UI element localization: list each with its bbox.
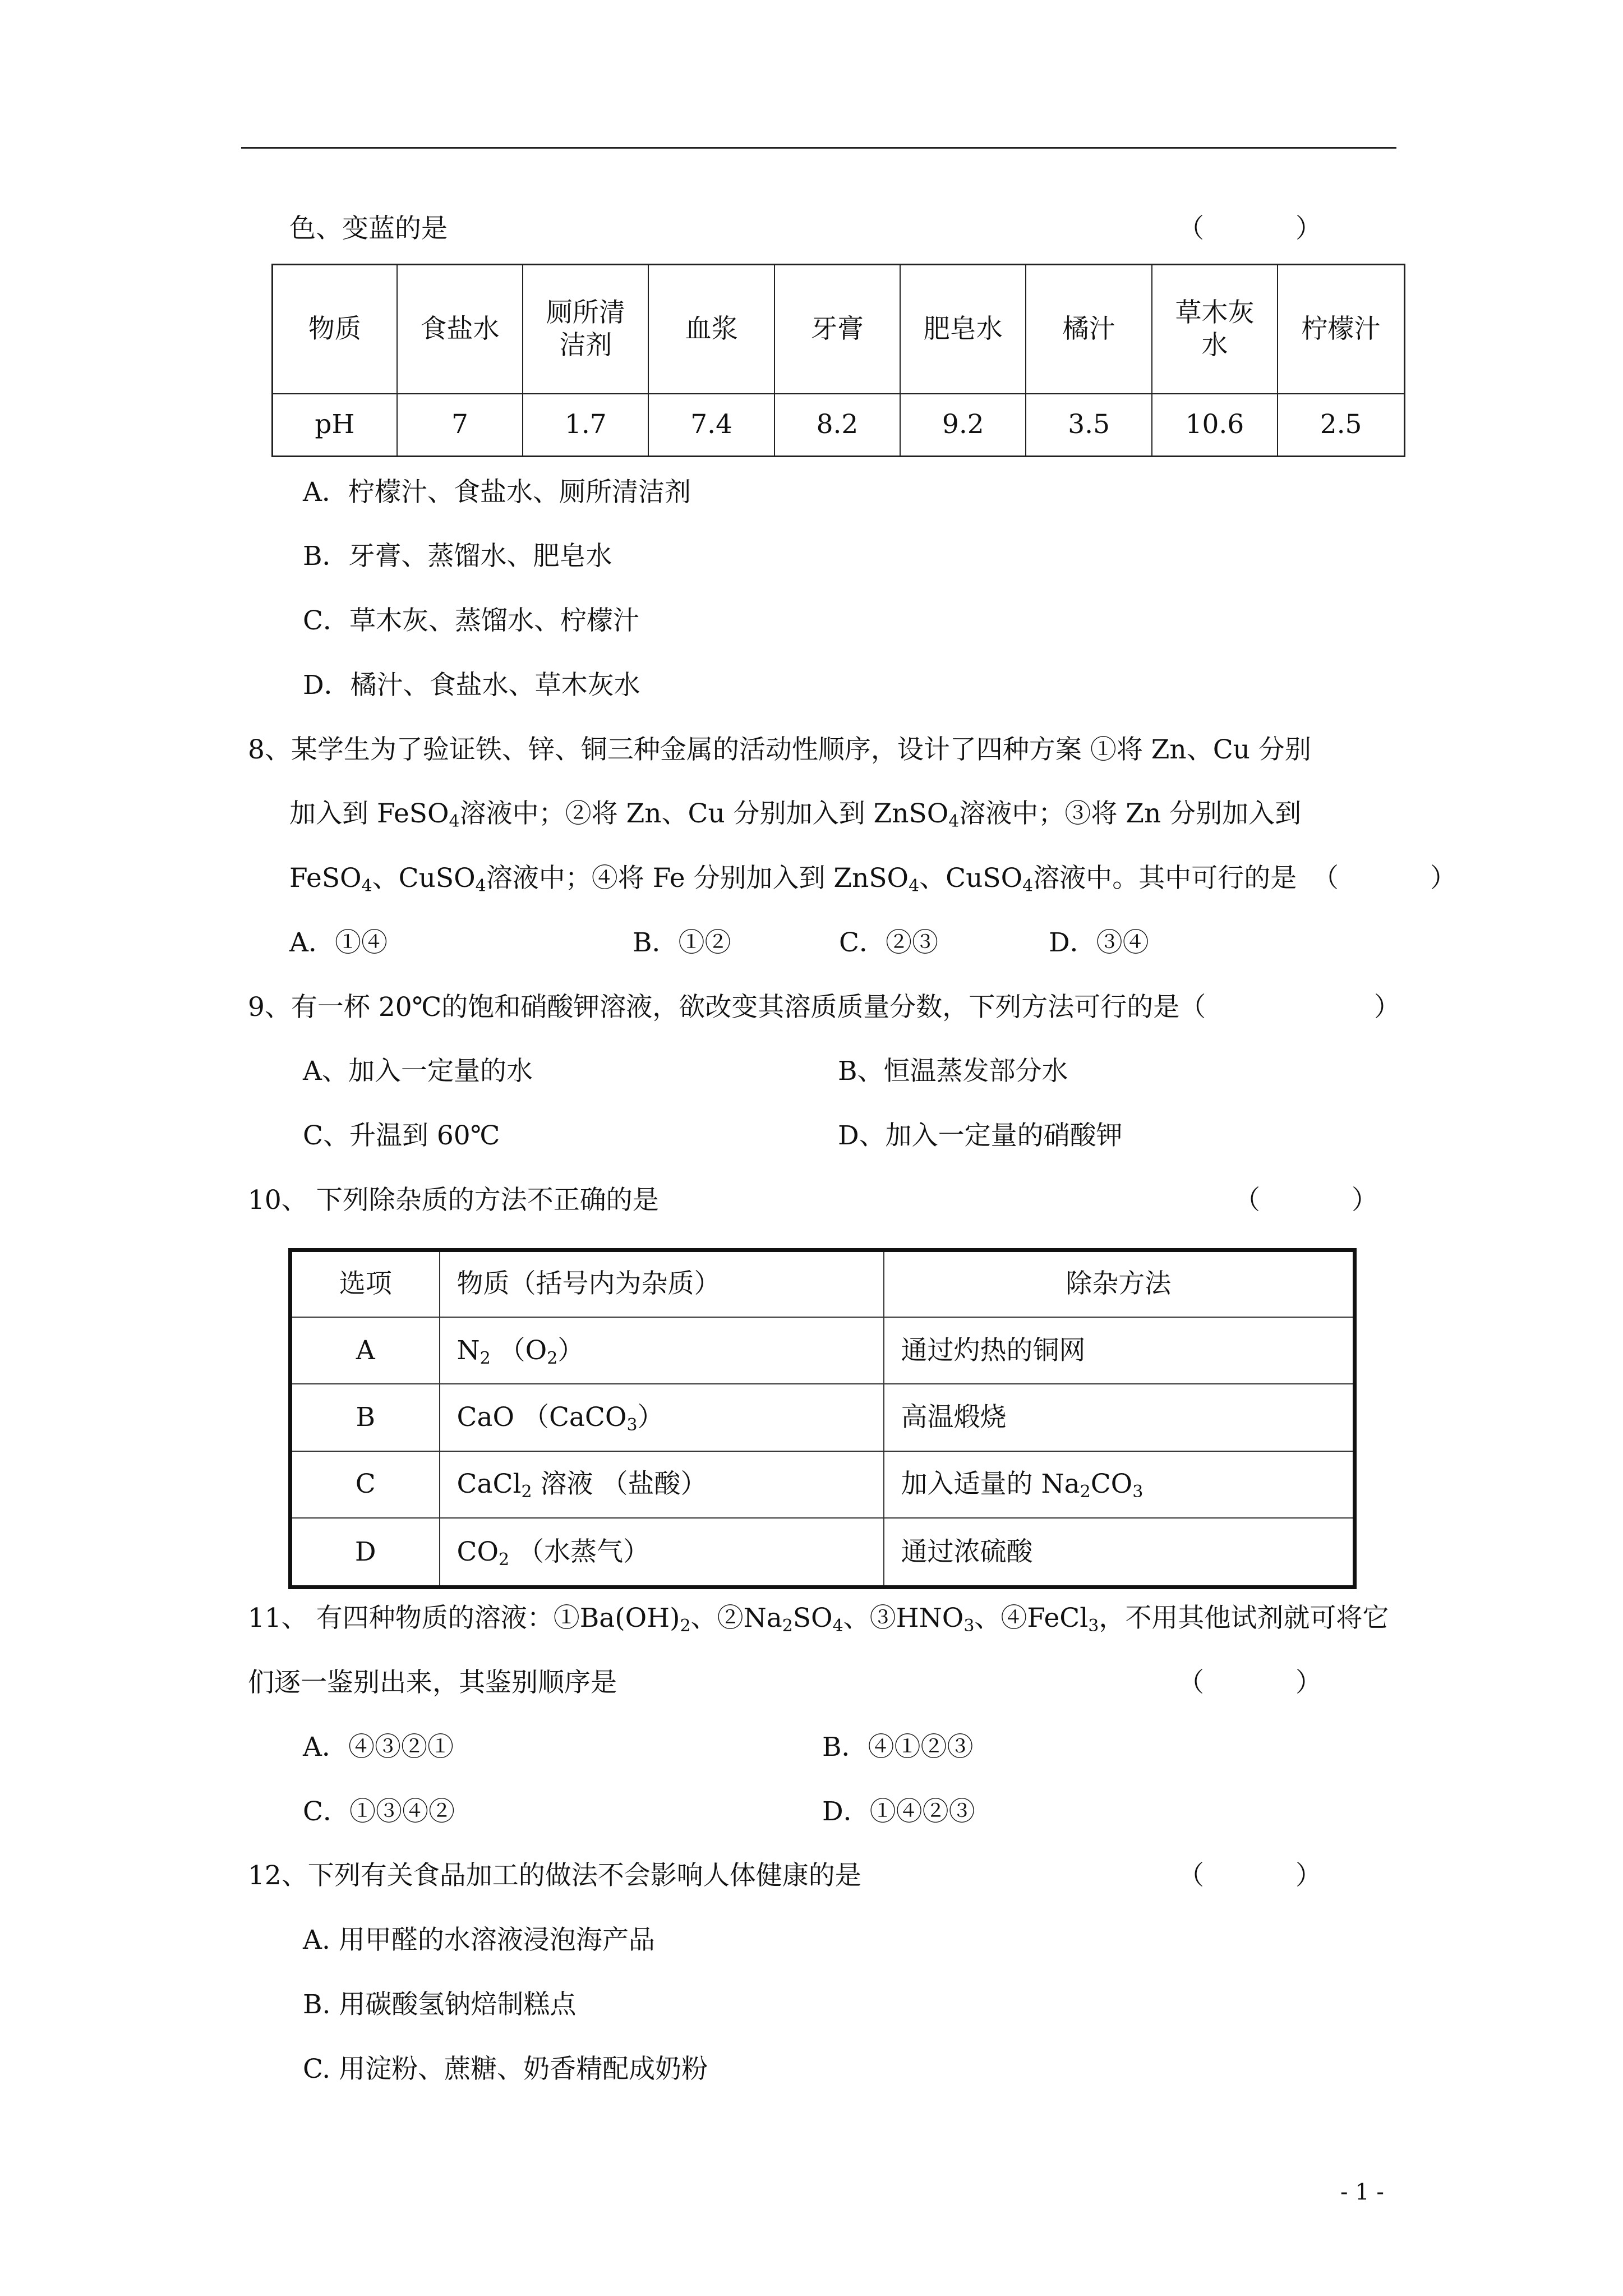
- option-cell: B: [291, 1384, 440, 1451]
- impurity-table-header-row: [291, 1250, 1355, 1317]
- q7-option-d: D．橘汁、食盐水、草木灰水: [303, 670, 640, 701]
- q7-option-a: A．柠檬汁、食盐水、厕所清洁剂: [303, 477, 691, 508]
- q8-option-a: A．①④: [289, 927, 388, 958]
- impurity-table: [288, 1248, 1357, 1589]
- page-number: - 1 -: [1340, 2179, 1384, 2205]
- ph-table-cell: 7: [397, 394, 523, 457]
- ph-table-cell: 橘汁: [1026, 265, 1151, 394]
- q12-option-b: B. 用碳酸氢钠焙制糕点: [303, 1989, 577, 2020]
- q8-option-b: B．①②: [633, 927, 731, 958]
- q12-stem: 12、下列有关食品加工的做法不会影响人体健康的是: [248, 1860, 861, 1891]
- option-cell: D: [291, 1518, 440, 1588]
- q7-stem: 色、变蓝的是: [289, 213, 448, 244]
- q12-option-a: A. 用甲醛的水溶液浸泡海产品: [303, 1925, 655, 1955]
- header-cell-option: 选项: [291, 1250, 440, 1317]
- q9-stem: 9、有一杯 20℃的饱和硝酸钾溶液，欲改变其溶质质量分数，下列方法可行的是（: [248, 992, 1206, 1023]
- q7-answer-close: ）: [1295, 213, 1322, 244]
- method-cell: 加入适量的 $Na_2CO_3$: [884, 1451, 1355, 1518]
- ph-table-row-label: 物质: [273, 265, 397, 394]
- q10-answer-open: （: [1234, 1185, 1260, 1216]
- ph-table-cell: 10.6: [1152, 394, 1278, 457]
- header-cell-substance: 物质（括号内为杂质）: [440, 1250, 884, 1317]
- q8-option-c: C．②③: [839, 927, 938, 958]
- q10-stem: 10、 下列除杂质的方法不正确的是: [248, 1185, 659, 1216]
- q12-option-c: C. 用淀粉、蔗糖、奶香精配成奶粉: [303, 2054, 708, 2085]
- q8-stem-line3: FeSO$_4$、CuSO$_4$溶液中；④将 Fe 分别加入到 ZnSO$_4$、CuSO$_4$溶液中。其中可行的是: [289, 863, 1297, 896]
- q11-stem-line1: 11、 有四种物质的溶液：$①Ba(OH)_2$、$②Na_2SO_4$、$③HNO_3$、④FeCl$_3$，不用其他试剂就可将它: [248, 1603, 1389, 1636]
- q9-option-d: D、加入一定量的硝酸钾: [838, 1120, 1123, 1151]
- q12-answer-open: （: [1178, 1860, 1204, 1891]
- q8-stem-line2: 加入到 FeSO$_4$溶液中；②将 Zn、Cu 分别加入到 ZnSO$_4$溶液中；③将 Zn 分别加入到: [289, 798, 1302, 831]
- q7-answer-open: （: [1178, 213, 1204, 244]
- ph-table-cell: 肥皂水: [900, 265, 1026, 394]
- ph-table-cell: 食盐水: [397, 265, 523, 394]
- ph-table-cell: 血浆: [648, 265, 774, 394]
- ph-table-name-row: [273, 265, 1405, 394]
- ph-table-cell: 牙膏: [774, 265, 900, 394]
- option-cell: C: [291, 1451, 440, 1518]
- q8-answer-open: （: [1312, 863, 1339, 894]
- ph-table-cell: 2.5: [1278, 394, 1404, 457]
- ph-table-cell: 8.2: [774, 394, 900, 457]
- ph-table-cell: 草木灰 水: [1152, 265, 1278, 394]
- method-cell: 通过灼热的铜网: [884, 1317, 1355, 1384]
- q9-option-a: A、加入一定量的水: [303, 1056, 533, 1087]
- q11-option-d: D．①④②③: [822, 1796, 975, 1827]
- ph-table-cell: 柠檬汁: [1278, 265, 1404, 394]
- q10-answer-close: ）: [1352, 1185, 1378, 1216]
- header-rule: [241, 147, 1396, 149]
- ph-table-cell: 厕所清 洁剂: [523, 265, 648, 394]
- ph-table-cell: 7.4: [648, 394, 774, 457]
- method-cell: 通过浓硫酸: [884, 1518, 1355, 1588]
- q8-stem-line1: 8、某学生为了验证铁、锌、铜三种金属的活动性顺序，设计了四种方案 ①将 Zn、Cu 分别: [248, 734, 1311, 765]
- ph-table-value-row: [273, 394, 1405, 457]
- q11-option-c: C．①③④②: [303, 1796, 455, 1827]
- impurity-table-row: [291, 1451, 1355, 1518]
- q7-option-c: C．草木灰、蒸馏水、柠檬汁: [303, 605, 639, 636]
- impurity-table-row: [291, 1317, 1355, 1384]
- substance-cell: CaCl$_2$ 溶液 （盐酸）: [440, 1451, 884, 1518]
- header-cell-method: 除杂方法: [884, 1250, 1355, 1317]
- q12-answer-close: ）: [1295, 1860, 1322, 1891]
- substance-cell: CaO （CaCO$_3$）: [440, 1384, 884, 1451]
- ph-table-cell: 1.7: [523, 394, 648, 457]
- q11-stem-line2: 们逐一鉴别出来，其鉴别顺序是: [248, 1667, 617, 1698]
- method-cell: 高温煅烧: [884, 1384, 1355, 1451]
- q9-option-c: C、升温到 60℃: [303, 1120, 500, 1151]
- q8-answer-close: ）: [1430, 863, 1456, 894]
- ph-table-row-label: pH: [273, 394, 397, 457]
- ph-table-cell: 3.5: [1026, 394, 1151, 457]
- option-cell: A: [291, 1317, 440, 1384]
- q9-answer-close: ）: [1374, 992, 1400, 1023]
- substance-cell: $CO_2$ （水蒸气）: [440, 1518, 884, 1588]
- ph-table: [271, 264, 1405, 457]
- q9-option-b: B、恒温蒸发部分水: [838, 1056, 1068, 1087]
- q7-option-b: B．牙膏、蒸馏水、肥皂水: [303, 541, 612, 572]
- impurity-table-row: [291, 1384, 1355, 1451]
- ph-table-cell: 9.2: [900, 394, 1026, 457]
- q11-option-b: B．④①②③: [822, 1732, 974, 1763]
- q11-answer-open: （: [1178, 1667, 1204, 1698]
- q8-option-d: D．③④: [1049, 927, 1149, 958]
- q11-answer-close: ）: [1295, 1667, 1322, 1698]
- q11-option-a: A．④③②①: [303, 1732, 454, 1763]
- substance-cell: $N_2$ $(O_2)$: [440, 1317, 884, 1384]
- impurity-table-row: [291, 1518, 1355, 1588]
